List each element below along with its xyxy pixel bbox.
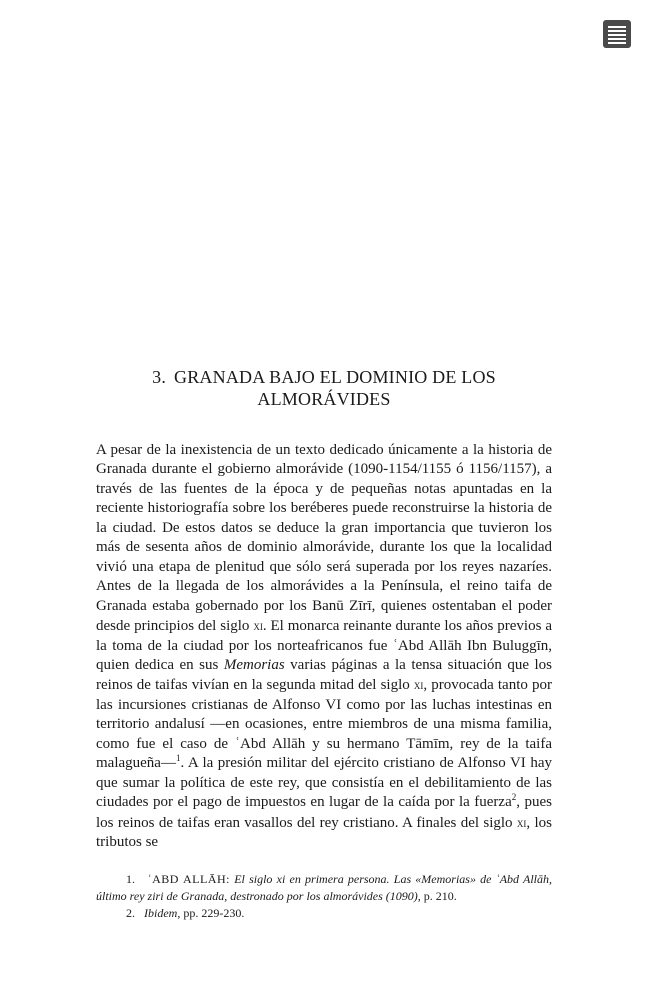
body-text-3: varias páginas a la tensa situación que los reinos de taifas vivían en la segunda mitad del siglo [96,656,552,694]
chapter-title-line1: GRANADA BAJO EL DOMINIO DE LOS [174,367,496,387]
menu-line [608,38,626,40]
body-text-4: , provocada tanto por las incursiones cristianas de Alfonso VI como por las luchas intestinas en territorio andalusí —en ocasiones, entre miembros de una misma familia, como fue el caso de ʿAbd Allāh y su hermano Tāmīm, rey de la taifa malagueña— [96,677,552,772]
footnote-1-title: El siglo xi en primera persona. Las «Memorias» de ʿAbd Allāh, último rey ziri de Granada, destronado por los almorávides (1090) [96,872,553,903]
body-text-7: , los tributos se [96,814,552,851]
footnote-1-page: , p. 210. [417,889,457,903]
body-text-5: . A la presión militar del ejército cristiano de Alfonso VI hay que sumar la política de este rey, que consistía en el debilitamiento de las ciudades por el pago de impuestos en lugar de la caída por la fuerza [96,755,552,811]
century-numeral: xi [253,618,263,634]
chapter-number: 3. [152,367,167,387]
footnote-1-number: 1. [126,872,135,886]
footnote-2-number: 2. [126,906,135,920]
menu-line [608,34,626,36]
body-text-1: A pesar de la inexistencia de un texto dedicado únicamente a la historia de Granada durante el gobierno almorávide (1090-1154/1155 ó 1156/1157), a través de las fuentes de la época y de pequeñas notas apuntadas en la reciente historiografía sobre los beréberes puede reconstruirse la historia de la ciudad. De estos datos se deduce la gran importancia que tuvieron los más de sesenta años de dominio almorávide, durante los que la localidad vivió una etapa de plenitud que sólo será superada por los reyes nazaríes. Antes de la llegada de los almorávides a la Península, el reino taifa de Granada estaba gobernado por los Banū Zīrī, quienes ostentaban el poder desde principios del siglo [96,442,552,635]
footnote-2-ibidem: Ibidem [144,906,178,920]
century-numeral: xi [413,677,424,693]
footnote-ref-1[interactable]: 1 [175,753,181,764]
menu-list-icon[interactable] [603,20,631,48]
footnotes [96,871,552,922]
footnote-ref-2[interactable]: 2 [511,792,517,803]
body-text-2: . El monarca reinante durante los años previos a la toma de la ciudad por los norteafricanos fue ʿAbd Allāh Ibn Buluggīn, quien dedica en sus [96,618,552,673]
chapter-title-line2: ALMORÁVIDES [257,389,391,409]
memorias-title: Memorias [223,656,285,673]
footnote-1-author: ʿABD ALLĀH: [147,872,230,886]
footnote-2-pages: , pp. 229-230. [177,906,245,920]
century-numeral: xi [516,814,527,830]
menu-line [608,30,626,32]
chapter-title [96,366,552,410]
footnote-1 [96,871,552,905]
body-text-6: , pues los reinos de taifas eran vasallos del rey cristiano. A finales del siglo [96,794,552,831]
menu-line [608,26,626,28]
menu-line [608,42,626,44]
footnote-2 [96,905,552,922]
body-paragraph [96,441,552,853]
